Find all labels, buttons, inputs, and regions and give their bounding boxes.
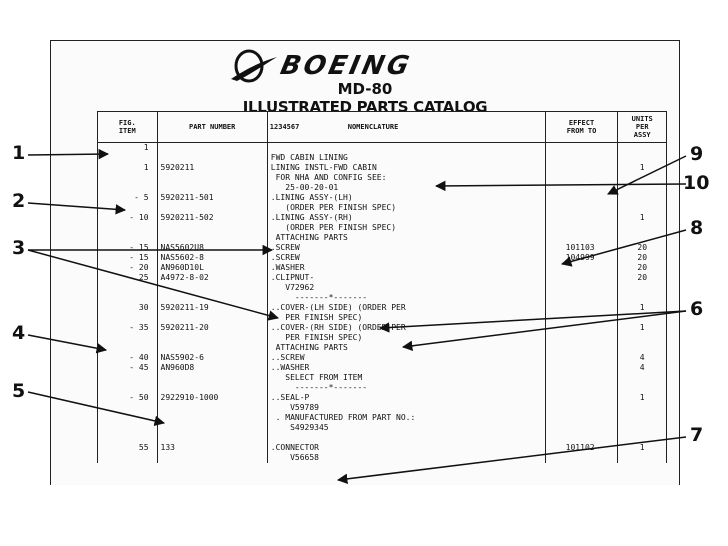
- col-header-units-per-assy: UNITS PER ASSY: [618, 112, 667, 143]
- nomenclature-cell: PER FINISH SPEC): [267, 333, 545, 343]
- part-number-cell: 2922910-1000: [157, 393, 267, 403]
- fig-item-cell: - 35: [98, 323, 158, 333]
- nomenclature-indent-key: 1234567: [269, 123, 300, 131]
- nomenclature-cell: FOR NHA AND CONFIG SEE:: [267, 173, 545, 183]
- callout-10-arrow: [436, 184, 686, 186]
- nomenclature-cell: S4929345: [267, 423, 545, 433]
- effectivity-cell: 104999: [545, 253, 618, 263]
- catalog-title: ILLUSTRATED PARTS CATALOG: [242, 98, 488, 116]
- part-number-cell: NAS5902-6: [157, 353, 267, 363]
- units-cell: 20: [618, 263, 667, 273]
- part-number-cell: NAS5602-8: [157, 253, 267, 263]
- fig-item-cell: - 15: [98, 243, 158, 253]
- nomenclature-cell: -------*-------: [267, 293, 545, 303]
- nomenclature-cell: FWD CABIN LINING: [267, 153, 545, 163]
- units-cell: 1: [618, 443, 667, 453]
- nomenclature-cell: . MANUFACTURED FROM PART NO.:: [267, 413, 545, 423]
- nomenclature-cell: LINING INSTL-FWD CABIN: [267, 163, 545, 173]
- callout-4-label: 4: [12, 322, 26, 344]
- nomenclature-cell: (ORDER PER FINISH SPEC): [267, 223, 545, 233]
- callout-5-arrow: [28, 392, 164, 423]
- nomenclature-cell: V59789: [267, 403, 545, 413]
- units-cell: 4: [618, 353, 667, 363]
- nomenclature-cell: .SCREW: [267, 243, 545, 253]
- nomenclature-cell: (ORDER PER FINISH SPEC): [267, 203, 545, 213]
- nomenclature-cell: .WASHER: [267, 263, 545, 273]
- nomenclature-cell: ATTACHING PARTS: [267, 343, 545, 353]
- part-number-cell: 5920211: [157, 163, 267, 173]
- part-number-cell: AN960D8: [157, 363, 267, 373]
- nomenclature-cell: ..COVER-(RH SIDE) (ORDER PER: [267, 323, 545, 333]
- part-number-cell: AN960D10L: [157, 263, 267, 273]
- units-cell: 20: [618, 243, 667, 253]
- callout-7-label: 7: [690, 424, 704, 446]
- units-cell: 1: [618, 213, 667, 223]
- part-number-cell: A4972-8-02: [157, 273, 267, 283]
- fig-item-cell: - 5: [98, 193, 158, 203]
- part-number-cell: 5920211-19: [157, 303, 267, 313]
- fig-item-cell: - 40: [98, 353, 158, 363]
- fig-item-cell: 55: [98, 443, 158, 453]
- fig-item-cell: - 20: [98, 263, 158, 273]
- fig-item-cell: - 10: [98, 213, 158, 223]
- units-cell: 4: [618, 363, 667, 373]
- nomenclature-cell: .LINING ASSY-(RH): [267, 213, 545, 223]
- callout-5-label: 5: [12, 380, 26, 402]
- callout-8-label: 8: [690, 217, 704, 239]
- callout-7-arrow: [338, 437, 686, 480]
- aircraft-model: MD-80: [337, 80, 393, 98]
- nomenclature-cell: ..COVER-(LH SIDE) (ORDER PER: [267, 303, 545, 313]
- units-cell: 1: [618, 393, 667, 403]
- fig-item-cell: - 45: [98, 363, 158, 373]
- nomenclature-cell: ..SCREW: [267, 353, 545, 363]
- callout-8-arrow: [562, 230, 686, 264]
- callout-2-label: 2: [12, 190, 26, 212]
- units-cell: 1: [618, 303, 667, 313]
- nomenclature-cell: .CLIPNUT-: [267, 273, 545, 283]
- fig-item-cell: - 15: [98, 253, 158, 263]
- nomenclature-cell: ATTACHING PARTS: [267, 233, 545, 243]
- nomenclature-cell: ..WASHER: [267, 363, 545, 373]
- nomenclature-cell: ..SEAL-P: [267, 393, 545, 403]
- callout-1-label: 1: [12, 142, 26, 164]
- callout-2-arrow: [28, 203, 125, 210]
- fig-item-cell: - 50: [98, 393, 158, 403]
- fig-item-cell: - 25: [98, 273, 158, 283]
- callout-3-arrow-b: [28, 250, 278, 318]
- units-cell: 20: [618, 253, 667, 263]
- part-number-cell: NAS5602U8: [157, 243, 267, 253]
- col-header-fig-item: FIG. ITEM: [98, 112, 158, 143]
- callout-10-label: 10: [683, 172, 710, 194]
- part-number-cell: 5920211-501: [157, 193, 267, 203]
- callout-6-arrow-a: [380, 311, 686, 328]
- fig-item-cell: 30: [98, 303, 158, 313]
- nomenclature-cell: .SCREW: [267, 253, 545, 263]
- callout-1-arrow: [28, 154, 108, 155]
- part-number-cell: 5920211-20: [157, 323, 267, 333]
- part-number-cell: 5920211-502: [157, 213, 267, 223]
- brand-name: BOEING: [277, 51, 415, 81]
- nomenclature-cell: V56658: [267, 453, 545, 463]
- nomenclature-label: NOMENCLATURE: [347, 123, 399, 131]
- part-number-cell: 133: [157, 443, 267, 453]
- units-cell: 20: [618, 273, 667, 283]
- fig-item-cell: 1: [98, 163, 158, 173]
- col-header-part-number: PART NUMBER: [157, 112, 267, 143]
- nomenclature-cell: PER FINISH SPEC): [267, 313, 545, 323]
- nomenclature-cell: 25-00-20-01: [267, 183, 545, 193]
- effectivity-cell: 101102: [545, 443, 618, 453]
- callout-4-arrow: [28, 335, 106, 350]
- nomenclature-cell: V72962: [267, 283, 545, 293]
- fig-item-cell: 1: [98, 143, 158, 154]
- units-cell: 1: [618, 163, 667, 173]
- nomenclature-cell: .CONNECTOR: [267, 443, 545, 453]
- effectivity-cell: 101103: [545, 243, 618, 253]
- col-header-effectivity: EFFECT FROM TO: [545, 112, 618, 143]
- callout-3-label: 3: [12, 237, 26, 259]
- callout-6-label: 6: [690, 298, 704, 320]
- callout-6-arrow-b: [403, 311, 686, 347]
- units-cell: 1: [618, 323, 667, 333]
- nomenclature-cell: SELECT FROM ITEM: [267, 373, 545, 383]
- nomenclature-cell: -------*-------: [267, 383, 545, 393]
- nomenclature-cell: .LINING ASSY-(LH): [267, 193, 545, 203]
- callout-9-label: 9: [690, 143, 704, 165]
- callout-9-arrow: [608, 156, 686, 194]
